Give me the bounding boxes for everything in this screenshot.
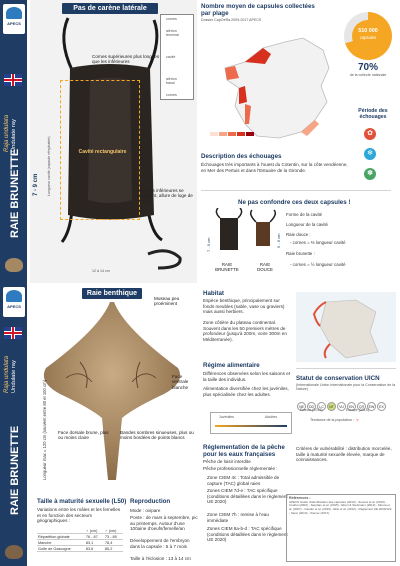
compare-title: Ne pas confondre ces deux capsules !	[238, 199, 351, 206]
maturity-table: ♀ (cm) ♂ (cm) Répartition globale 76 - 87 73 - 85 Manche 83,1 78,4 Golfe de Gascogne 83,6 85,2	[37, 528, 123, 552]
sidebar-bottom	[0, 283, 27, 566]
map-title: Nombre moyen de capsules collectées par plage	[201, 3, 315, 17]
regulation-item-4: Zones CIEM 7d-e : TAC spécifique (conditions détaillées dans le règlement UE 2020)	[207, 488, 288, 505]
right-capsule-size: 5 - 6 cm	[276, 233, 281, 248]
habitat-text-1: Espèce benthique, principalement sur fonds meubles (sable, vase ou graviers) mais aussi herbiers.	[203, 298, 285, 315]
repro-mode: Mode : ovipare	[130, 508, 161, 513]
lower-horns-label: Cornes inférieures se relèvent, allure de luge de profil	[140, 188, 193, 204]
habitat-map	[296, 292, 396, 362]
regulation-item-2: Pêche professionnelle réglementée :	[203, 466, 278, 471]
stranding-period-title: Période des échouages	[358, 108, 388, 120]
ray-thumbnail-icon	[5, 258, 23, 272]
table-row: Golfe de Gascogne 83,6 85,2	[37, 546, 123, 552]
regulation-item-1: Pêche de loisir interdite	[203, 459, 251, 464]
cavity-label: Cavité rectangulaire	[78, 149, 127, 155]
repro-dev: Développement de l'embryon dans la capsule : 5 à 7 mois	[130, 538, 190, 549]
left-capsule-size: 7 - 9 cm	[206, 237, 211, 252]
habitat-title: Habitat	[203, 290, 224, 297]
total-capsules: 510 000	[358, 28, 378, 34]
repro-size: Taille à l'éclosion : 13 à 14 cm	[130, 556, 191, 561]
apecs-logo-bottom: APECS	[3, 287, 25, 317]
total-capsules-label: capsules	[359, 35, 377, 40]
regulation-item-6: Zones CIEM 8a-b-d : TAC spécifique (conditions détaillées dans le règlement UE 2020)	[207, 526, 288, 543]
diet-text-2: Alimentation diversifiée chez les juvéniles, plus spécialisée chez les adultes.	[203, 386, 289, 397]
max-length: Longueur max = 120 cm (souvent entre 80 et 100 cm)	[42, 380, 47, 480]
ray-illustration	[30, 298, 197, 484]
diet-diagram: Juvéniles Adultes	[210, 412, 292, 434]
stranding-desc-text: Échouages très importants à l'ouest du Cotentin, sur la côte vendéenne, en Mer des Pertuis et dans l'Estuaire de la Gironde.	[201, 162, 348, 173]
uicn-france: France (2013)	[300, 408, 323, 412]
compare-bullet-1: Forme de la cavité	[286, 212, 323, 217]
egg-section-title: Pas de carène latérale	[62, 3, 158, 14]
uicn-europe: Europe (2015)	[346, 408, 369, 412]
stranding-desc-title: Description des échouages	[201, 153, 282, 160]
ray-thumbnail-icon-bottom	[5, 545, 23, 559]
compare-bullet-5: Raie brunette :	[286, 251, 315, 256]
uicn-subtitle: (Internationale Union Internationale pour la Conservation de la Nature)	[296, 383, 396, 392]
uk-flag-icon-bottom	[4, 327, 22, 339]
upper-horns-label: Cornes supérieures plus longues que les inférieures	[92, 54, 160, 65]
repro-ponte: Ponte : de mars à septembre, pic au printemps. Autour d'une 100aine d'oeufs/femelle/an	[130, 515, 198, 532]
uicn-scale: NE DD LC NT VU EN CR EW EX	[297, 395, 397, 413]
collection-percent-caption: de la collecte nationale	[349, 73, 387, 77]
snout-label: Museau peu proéminent	[154, 296, 180, 307]
population-trend: Tendance de la population :	[310, 418, 354, 422]
trend-icon: ?	[356, 418, 359, 423]
winter-icon: ❄	[364, 148, 376, 160]
latin-name: Raja undulata	[4, 114, 10, 152]
maturity-title: Taille à maturité sexuelle (L50)	[37, 498, 127, 505]
regulation-title: Réglementation de la pêche pour les eaux françaises	[203, 444, 285, 458]
cavity-length-label: Longueur cavité (capsule réhydratée)	[47, 136, 51, 196]
table-row: Répartition globale 76 - 87 73 - 85	[37, 534, 123, 540]
capsule-key-diagram: cornes alérion terminal cavité alérion basal cornes	[160, 14, 194, 100]
legend-swatch-5	[246, 132, 254, 136]
legend-swatch-1	[210, 132, 218, 136]
ventral-label: Face ventrale blanche	[172, 374, 189, 390]
uicn-title: Statut de conservation UICN	[296, 375, 380, 382]
english-name-bottom: Undulate ray	[11, 360, 17, 393]
compare-capsules-illustration	[212, 208, 282, 258]
compare-bullet-6: - cornes = ½ longueur cavité	[290, 262, 346, 267]
legend-swatch-2	[219, 132, 227, 136]
autumn-icon: ✿	[364, 128, 376, 140]
dorsal-label: Face dorsale brune, plus ou moins claire	[58, 430, 109, 441]
maturity-text: Variations entre les mâles et les femelles et en fonction des secteurs géographiques :	[37, 507, 121, 524]
table-row: Manche 83,1 78,4	[37, 540, 123, 546]
right-capsule-name: RAIE DOUCE	[257, 262, 273, 272]
diet-title: Régime alimentaire	[203, 362, 260, 369]
sidebar-top	[0, 0, 27, 283]
spring-icon: ✽	[364, 168, 376, 180]
legend-swatch-3	[228, 132, 236, 136]
french-name: RAIE BRUNETTE	[9, 148, 21, 238]
english-name: Undulate ray	[11, 119, 17, 152]
habitat-text-2: Zone côtière du plateau continental. Souvent dans les 50 premiers mètres de profondeur (jusqu'à 200m, voire 300m en Méditerranée).	[203, 320, 287, 342]
map-subtitle: Dossier CapOeRa 2009-2017 APECS	[201, 18, 262, 22]
compare-bullet-3: Raie douce :	[286, 232, 311, 237]
ray-section-title: Raie benthique	[82, 288, 142, 299]
latin-name-bottom: Raja undulata	[4, 355, 10, 393]
regulation-item-3: Zone CIEM 4c : Total admissible de capture (TAC) global raies	[207, 475, 280, 486]
uk-flag-icon	[4, 74, 22, 86]
side-scale: 12 à 14 cm	[92, 269, 110, 273]
diet-text-1: Différences observées selon les saisons et la taille des individus.	[203, 371, 290, 382]
legend-swatch-4	[237, 132, 245, 136]
repro-title: Reproduction	[130, 498, 171, 505]
compare-bullet-4: - cornes = ⅔ longueur cavité	[290, 240, 346, 245]
france-map	[205, 28, 345, 146]
compare-bullet-2: Longueur de la cavité	[286, 222, 328, 227]
vulnerability-criteria: Critères de vulnérabilité : distribution morcelée, taille à maturité sexuelle élevée, marque de connaissances.	[296, 446, 392, 463]
collection-percent: 70%	[357, 62, 378, 73]
regulation-item-5: Zone CIEM 7h : remise à l'eau immédiate	[207, 512, 269, 523]
capsule-height: 7 - 9 cm	[33, 173, 39, 196]
references-box: Références : APECS Guide d'identification des capsules (2013) - Serena et al. (2010) - Coelho (2002) - Stephan et al. (2015) - Ebert & Stehmann (2013) - Moura et al. (2007) - Gaudin et al. (2010) - Ellis et al. (2012) - Règlement UE 2020/123 - Séret (2010) - Ifremer (2017).	[286, 494, 396, 562]
bands-label: Bandes sombres sinueuses, plus ou moins bordées de points blancs	[120, 430, 194, 441]
french-name-bottom: RAIE BRUNETTE	[9, 425, 21, 515]
left-capsule-name: RAIE BRUNETTE	[215, 262, 239, 272]
apecs-logo: APECS	[3, 4, 25, 34]
